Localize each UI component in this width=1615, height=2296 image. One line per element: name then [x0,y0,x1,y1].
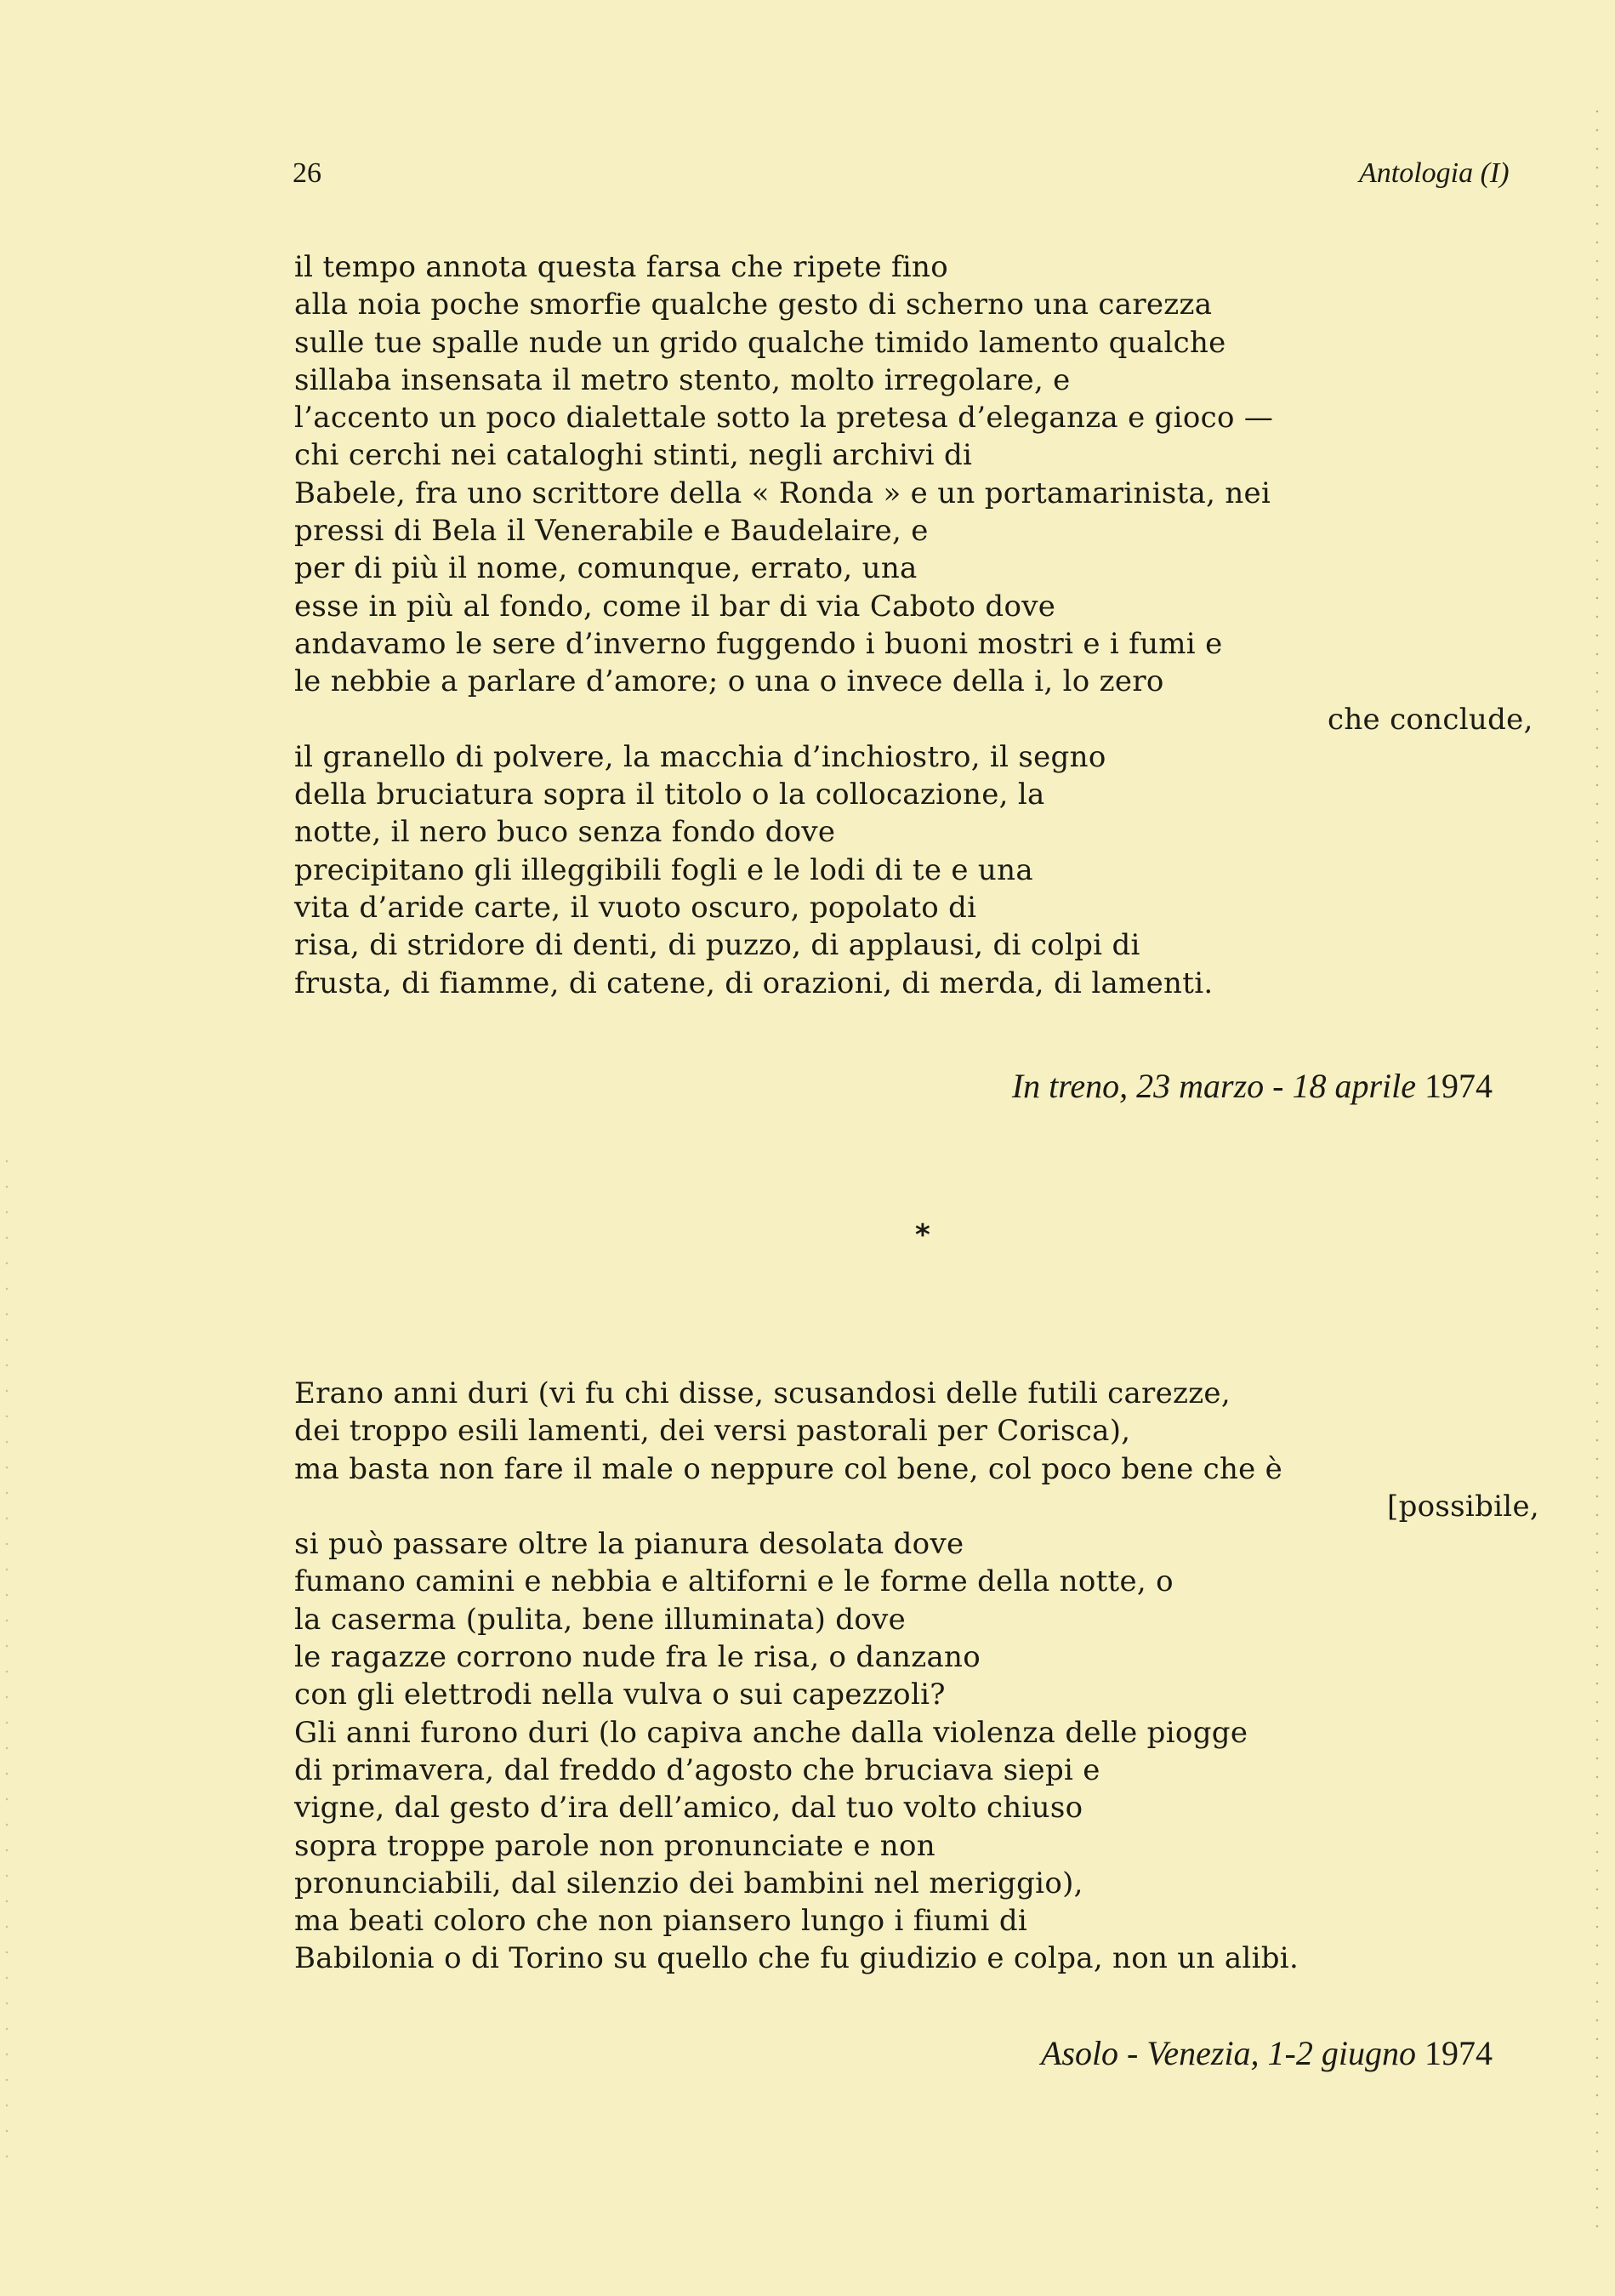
dateline-year: 1974 [1424,2034,1493,2072]
poem-line: chi cerchi nei cataloghi stinti, negli archivi di [294,438,973,473]
poem-2 [294,1375,1570,1978]
poem-line: il granello di polvere, la macchia d’inchiostro, il segno [294,739,1106,774]
poem-line: della bruciatura sopra il titolo o la collocazione, la [294,778,1045,812]
poem-line: alla noia poche smorfie qualche gesto di scherno una carezza [294,288,1213,322]
poem-line: andavamo le sere d’inverno fuggendo i buoni mostri e i fumi e [294,626,1223,661]
poem-line: la caserma (pulita, bene illuminata) dove [294,1602,907,1637]
poem-line: sopra troppe parole non pronunciate e non [294,1828,935,1863]
page-number: 26 [293,157,321,189]
poem-line: pressi di Bela il Venerabile e Baudelaire, e [294,514,929,549]
poem-line: frusta, di fiamme, di catene, di orazioni, di merda, di lamenti. [294,966,1214,1000]
poem-1-dateline [1012,1067,1493,1106]
dateline-year: 1974 [1424,1067,1493,1105]
section-separator: * [915,1218,930,1252]
page-edge-speckles [1595,102,1600,2229]
poem-line: dei troppo esili lamenti, dei versi pastorali per Corisca), [294,1414,1131,1449]
poem-line: per di più il nome, comunque, errato, una [294,551,918,586]
poem-line: risa, di stridore di denti, di puzzo, di applausi, di colpi di [294,928,1140,963]
poem-line: Gli anni furono duri (lo capiva anche dalla violenza delle piogge [294,1715,1248,1750]
poem-line: l’accento un poco dialettale sotto la pretesa d’eleganza e gioco — [294,401,1274,436]
poem-line: le ragazze corrono nude fra le risa, o danzano [294,1640,981,1675]
poem-line: con gli elettrodi nella vulva o sui capezzoli? [294,1678,946,1712]
poem-line: notte, il nero buco senza fondo dove [294,815,836,850]
poem-1 [294,248,1570,1002]
poem-line: vita d’aride carte, il vuoto oscuro, popolato di [294,891,977,926]
dateline-place-dates: Asolo - Venezia, 1-2 giugno [1040,2034,1416,2072]
poem-line: sillaba insensata il metro stento, molto irregolare, e [294,362,1071,397]
poem-line: il tempo annota questa farsa che ripete fino [294,250,949,284]
poem-line: pronunciabili, dal silenzio dei bambini nel meriggio), [294,1866,1083,1900]
poem-line: vigne, dal gesto d’ira dell’amico, dal tuo volto chiuso [294,1791,1083,1826]
poem-line-continuation: che conclude, [1328,702,1533,737]
poem-line: esse in più al fondo, come il bar di via Caboto dove [294,589,1056,624]
poem-line: le nebbie a parlare d’amore; o una o invece della i, lo zero [294,664,1164,699]
poem-line: fumano camini e nebbia e altiforni e le forme della notte, o [294,1564,1174,1599]
poem-line: Erano anni duri (vi fu chi disse, scusandosi delle futili carezze, [294,1376,1231,1410]
dateline-place-dates: In treno, 23 marzo - 18 aprile [1011,1067,1416,1105]
poem-line: Babilonia o di Torino su quello che fu giudizio e colpa, non un alibi. [294,1941,1299,1976]
poem-line: ma beati coloro che non piansero lungo i fiumi di [294,1904,1028,1939]
running-title: Antologia (I) [1359,157,1510,189]
poem-line: precipitano gli illeggibili fogli e le lodi di te e una [294,852,1033,887]
poem-line: sulle tue spalle nude un grido qualche timido lamento qualche [294,325,1226,360]
poem-line-continuation: [possibile, [1387,1489,1540,1524]
page-edge-speckles-left [5,1148,9,2169]
poem-line: si può passare oltre la pianura desolata dove [294,1527,964,1562]
poem-line: di primavera, dal freddo d’agosto che bruciava siepi e [294,1752,1100,1787]
poem-line: ma basta non fare il male o neppure col bene, col poco bene che è [294,1451,1283,1486]
poem-2-dateline [1041,2034,1493,2073]
poem-line: Babele, fra uno scrittore della « Ronda » e un portamarinista, nei [294,476,1271,510]
